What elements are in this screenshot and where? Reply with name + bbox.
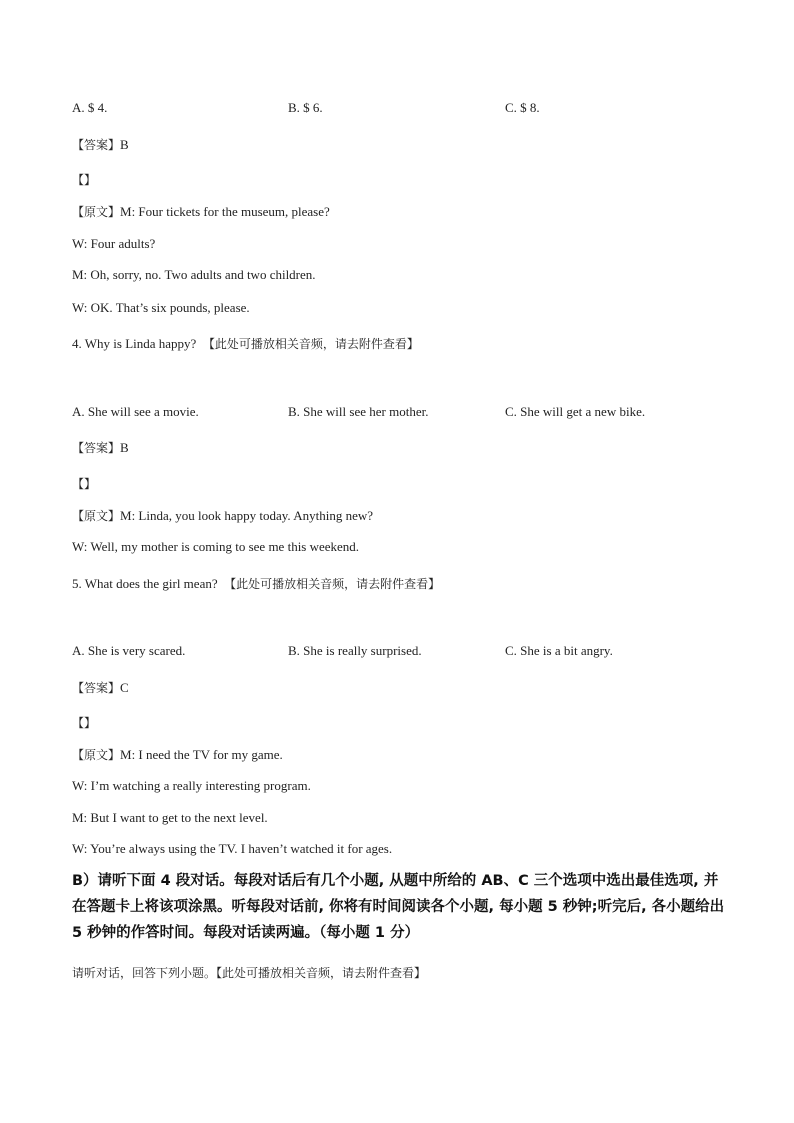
q3-transcript-line: W: Four adults?: [72, 236, 156, 251]
transcript-label: 【原文】: [72, 205, 121, 219]
q4-question: 4. Why is Linda happy? 【此处可播放相关音频，请去附件查看】: [72, 336, 419, 351]
q3-option-b: B. $ 6.: [288, 100, 323, 115]
answer-label: 【答案】: [72, 441, 121, 455]
q3-option-c: C. $ 8.: [505, 100, 540, 115]
q5-transcript-line: M: But I want to get to the next level.: [72, 810, 268, 825]
q4-option-c: C. She will get a new bike.: [505, 404, 646, 419]
q3-analysis: 【】: [72, 173, 97, 187]
q5-option-b: B. She is really surprised.: [288, 643, 422, 658]
q5-question: 5. What does the girl mean? 【此处可播放相关音频，请去附件查看】: [72, 576, 441, 591]
answer-value: C: [120, 680, 129, 695]
q3-transcript-line: M: Oh, sorry, no. Two adults and two children.: [72, 267, 316, 282]
answer-value: B: [120, 440, 129, 455]
q4-option-b: B. She will see her mother.: [288, 404, 429, 419]
q5-answer: [72, 680, 129, 696]
q3-transcript-line: W: OK. That’s six pounds, please.: [72, 300, 250, 315]
q5-option-a: A. She is very scared.: [72, 643, 186, 658]
transcript-label: 【原文】: [72, 509, 121, 523]
q5-transcript-line: 【原文】M: I need the TV for my game.: [72, 747, 283, 762]
q5-transcript-line: W: You’re always using the TV. I haven’t watched it for ages.: [72, 841, 393, 856]
q3-option-a: A. $ 4.: [72, 100, 108, 115]
audio-note[interactable]: 【此处可播放相关音频，请去附件查看】: [202, 337, 419, 351]
transcript-label: 【原文】: [72, 748, 121, 762]
q4-analysis: 【】: [72, 477, 97, 491]
section-b-instructions: B）请听下面 4 段对话。每段对话后有几个小题, 从题中所给的 AB、C 三个选项中选出最佳选项, 并在答题卡上将该项涂黑。听每段对话前, 你将有时间阅读各个小题, 每小题 5 秒钟;听完后, 各小题给出 5 秒钟的作答时间。每段对话读两遍。（每小题 1 分）: [72, 873, 725, 941]
audio-note[interactable]: 【此处可播放相关音频，请去附件查看】: [224, 577, 441, 591]
q3-transcript-line: 【原文】M: Four tickets for the museum, please?: [72, 204, 330, 219]
answer-label: 【答案】: [72, 681, 121, 695]
q3-answer: [72, 137, 129, 153]
q4-answer: [72, 440, 129, 456]
q5-analysis: 【】: [72, 716, 97, 730]
answer-label: 【答案】: [72, 138, 121, 152]
q5-option-c: C. She is a bit angry.: [505, 643, 613, 658]
q4-transcript-line: 【原文】M: Linda, you look happy today. Anything new?: [72, 508, 374, 523]
q4-option-a: A. She will see a movie.: [72, 404, 199, 419]
q4-transcript-line: W: Well, my mother is coming to see me this weekend.: [72, 539, 360, 554]
audio-note[interactable]: 【此处可播放相关音频，请去附件查看】: [216, 966, 427, 980]
q5-transcript-line: W: I’m watching a really interesting program.: [72, 778, 311, 793]
section-b-prompt: 请听对话，回答下列小题。【此处可播放相关音频，请去附件查看】: [72, 966, 427, 980]
answer-value: B: [120, 137, 129, 152]
